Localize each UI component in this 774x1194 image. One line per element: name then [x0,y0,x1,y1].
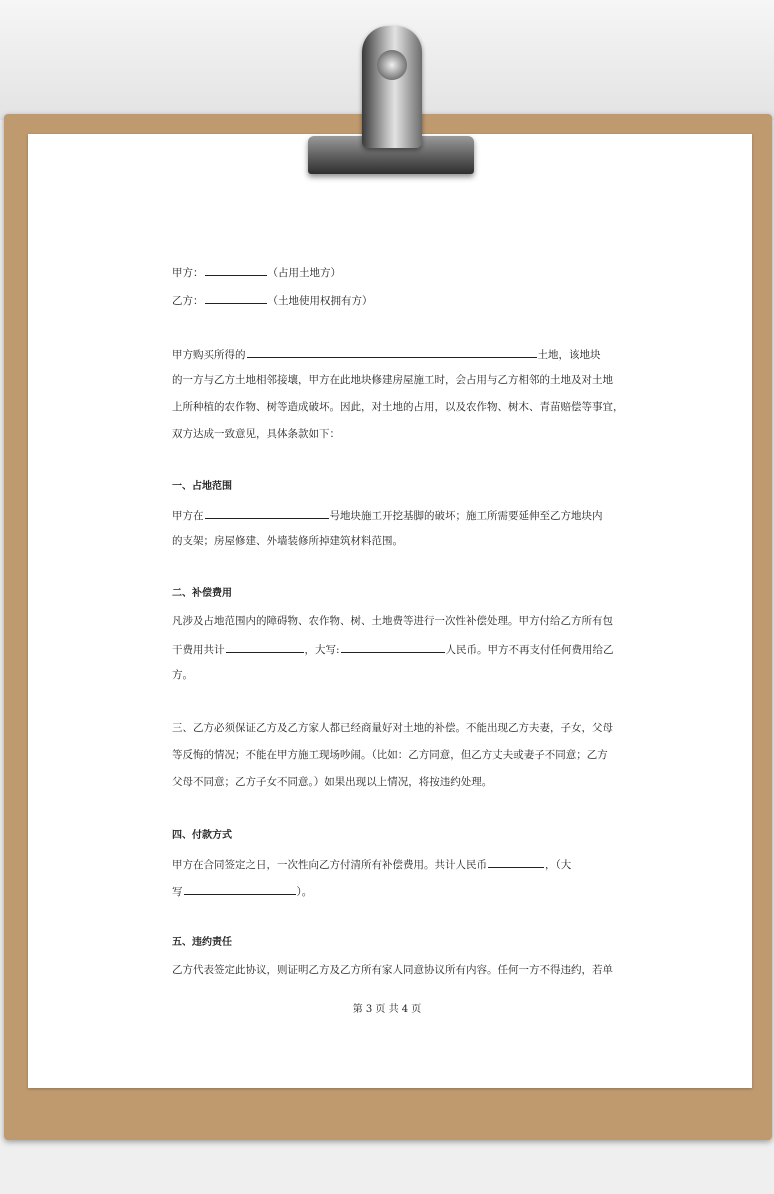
intro-line-4: 双方达成一致意见，具体条款如下： [172,428,340,440]
section-2-prefix: 干费用共计 [172,644,225,656]
section-1-suffix: 号地块施工开挖基脚的破坏；施工所需要延伸至乙方地块内 [329,510,603,522]
party-b-line [172,292,373,308]
plot-number-blank [205,507,329,519]
section-4-line-2-suffix: ）。 [296,886,313,898]
party-b-note: （土地使用权拥有方） [267,295,373,307]
party-a-label: 甲方： [172,267,204,279]
payment-uppercase-blank [184,883,296,895]
intro-line-1 [172,346,601,362]
intro-line-2: 的一方与乙方土地相邻接壤，甲方在此地块修建房屋施工时，会占用与乙方相邻的土地及对土地 [172,374,613,386]
section-4-line-2 [172,883,312,899]
section-1-line-1 [172,507,603,523]
party-a-note: （占用土地方） [267,267,341,279]
amount-uppercase-blank [341,641,445,653]
page-number-footer: 第 3 页 共 4 页 [352,1004,422,1015]
section-3-line-1: 三、乙方必须保证乙方及乙方家人都已经商量好对土地的补偿。不能出现乙方夫妻，子女，父母 [172,722,613,734]
section-1-prefix: 甲方在 [172,510,204,522]
party-a-line [172,264,341,280]
section-2-line-2 [172,641,614,657]
party-b-blank [205,292,267,304]
amount-blank [226,641,304,653]
section-4-line-1 [172,856,571,872]
section-4-line-2-prefix: 写 [172,886,183,898]
section-4-prefix: 甲方在合同签定之日，一次性向乙方付清所有补偿费用。共计人民币 [172,859,487,871]
party-b-label: 乙方： [172,295,204,307]
section-5-line-1: 乙方代表签定此协议，则证明乙方及乙方所有家人同意协议所有内容。任何一方不得违约，若单 [172,964,613,976]
section-1-heading: 一、占地范围 [172,481,232,492]
intro-suffix: 土地，该地块 [537,349,601,361]
section-2-line-3: 方。 [172,669,193,681]
section-4-heading: 四、付款方式 [172,830,232,841]
payment-amount-blank [488,856,544,868]
section-3-line-3: 父母不同意；乙方子女不同意。）如果出现以上情况，将按违约处理。 [172,776,493,788]
intro-prefix: 甲方购买所得的 [172,349,246,361]
section-3-line-2: 等反悔的情况；不能在甲方施工现场吵闹。（比如：乙方同意，但乙方丈夫或妻子不同意；乙方 [172,749,608,761]
section-2-heading: 二、补偿费用 [172,588,232,599]
intro-line-3: 上所种植的农作物、树等造成破坏。因此，对土地的占用，以及农作物、树木、青苗赔偿等事宜， [172,401,624,413]
section-2-suffix: 人民币。甲方不再支付任何费用给乙 [445,644,614,656]
party-a-blank [205,264,267,276]
section-2-mid: ，大写: [304,644,340,656]
land-location-blank [247,346,537,358]
section-5-heading: 五、违约责任 [172,937,232,948]
section-4-suffix: ，（大 [545,859,572,871]
section-1-line-2: 的支架；房屋修建、外墙装修所掉建筑材料范围。 [172,535,403,547]
section-2-line-1: 凡涉及占地范围内的障碍物、农作物、树、土地费等进行一次性补偿处理。甲方付给乙方所有包 [172,615,613,627]
